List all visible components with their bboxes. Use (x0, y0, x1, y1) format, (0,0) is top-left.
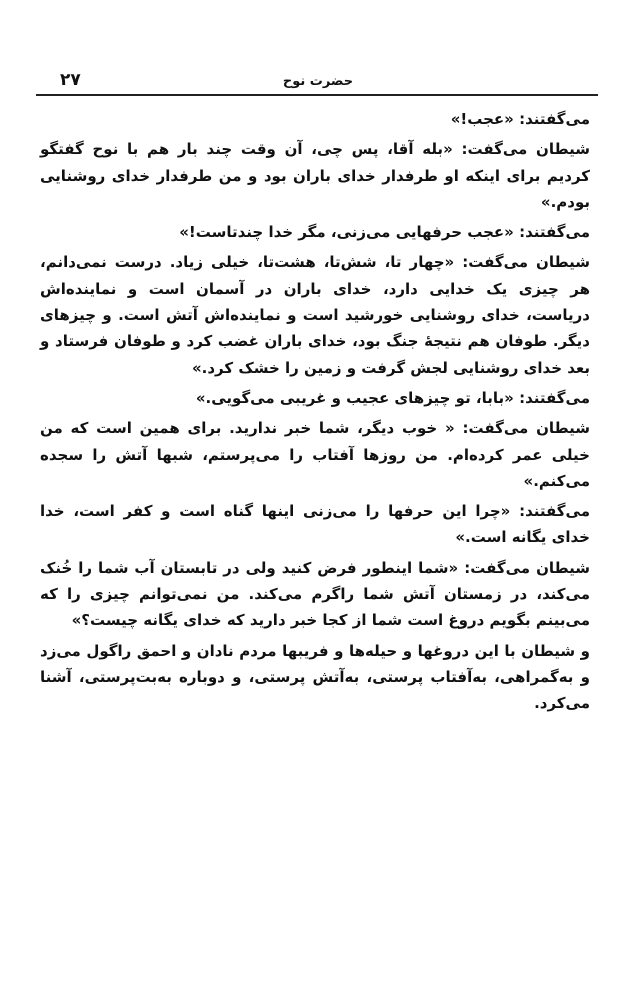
paragraph (40, 136, 590, 215)
paragraph (40, 498, 590, 551)
speaker-label: شیطان می‌گفت: (464, 558, 590, 577)
paragraph-text: «شما اینطور فرض کنید ولی در تابستان آب شما را خُنک می‌کند، در زمستان آتش شما راگرم می‌کند. من نمی‌توانم چیزی را که می‌بینم بگویم دروغ است شما از کجا خبر دارید که خدای یگانه چیست؟» (40, 558, 590, 630)
header-rule (36, 94, 598, 96)
paragraph-text: «عجب حرفهایی می‌زنی، مگر خدا چندتاست!» (179, 223, 514, 242)
paragraph-text: «عجب!» (450, 110, 514, 128)
speaker-label: شیطان می‌گفت: (461, 140, 590, 159)
paragraph (40, 249, 590, 380)
paragraph-text: «چهار تا، شش‌تا، هشت‌تا، خیلی زیاد. درست نمی‌دانم، هر چیزی یک خدایی دارد، خدای باران در آسمان است و نماینده‌اش دریاست، خدای روشنایی خورشید است و نماینده‌اش آتش است. و چیزهای دیگر. طوفان هم نتیجهٔ جنگ بود، خدای باران غضب کرد و طوفان فرستاد و بعد خدای روشنایی لجش گرفت و زمین را خشک کرد.» (40, 253, 590, 377)
running-title: حضرت نوح (282, 74, 354, 89)
speaker-label: شیطان می‌گفت: (462, 253, 590, 272)
paragraph-text: و شیطان با این دروغها و حیله‌ها و فریبها مردم نادان و احمق راگول می‌زد و به‌گمراهی، به‌آفتاب پرستی، به‌آتش پرستی، و دوباره به‌بت‌پرستی، آشنا می‌کرد. (40, 641, 590, 713)
paragraph (40, 385, 590, 411)
speaker-label: می‌گفتند: (519, 110, 590, 128)
page-number: ۲۷ (60, 70, 81, 90)
page-body (40, 106, 590, 721)
paragraph-text: «بله آقا، پس چی، آن وقت چند بار هم با نوح گفتگو کردیم برای اینکه او طرفدار خدای باران بود و من طرفدار خدای روشنایی بودم.» (40, 140, 590, 211)
paragraph (40, 106, 590, 132)
paragraph (40, 555, 590, 634)
paragraph (40, 415, 590, 494)
paragraph-text: « خوب دیگر، شما خبر ندارید. برای همین است که من خیلی عمر کرده‌ام. من روزها آفتاب را می‌پرستم، شبها آتش را سجده می‌کنم.» (40, 419, 590, 490)
paragraph-text: «چرا این حرفها را می‌زنی اینها گناه است و کفر است، خدا خدای یگانه است.» (40, 502, 590, 547)
speaker-label: می‌گفتند: (519, 388, 590, 407)
page-header (38, 66, 598, 92)
speaker-label: می‌گفتند: (519, 223, 590, 242)
paragraph-text: «بابا، تو چیزهای عجیب و غریبی می‌گویی.» (195, 388, 514, 407)
paragraph (40, 638, 590, 717)
speaker-label: می‌گفتند: (519, 502, 590, 521)
speaker-label: شیطان می‌گفت: (462, 419, 590, 438)
paragraph (40, 219, 590, 245)
